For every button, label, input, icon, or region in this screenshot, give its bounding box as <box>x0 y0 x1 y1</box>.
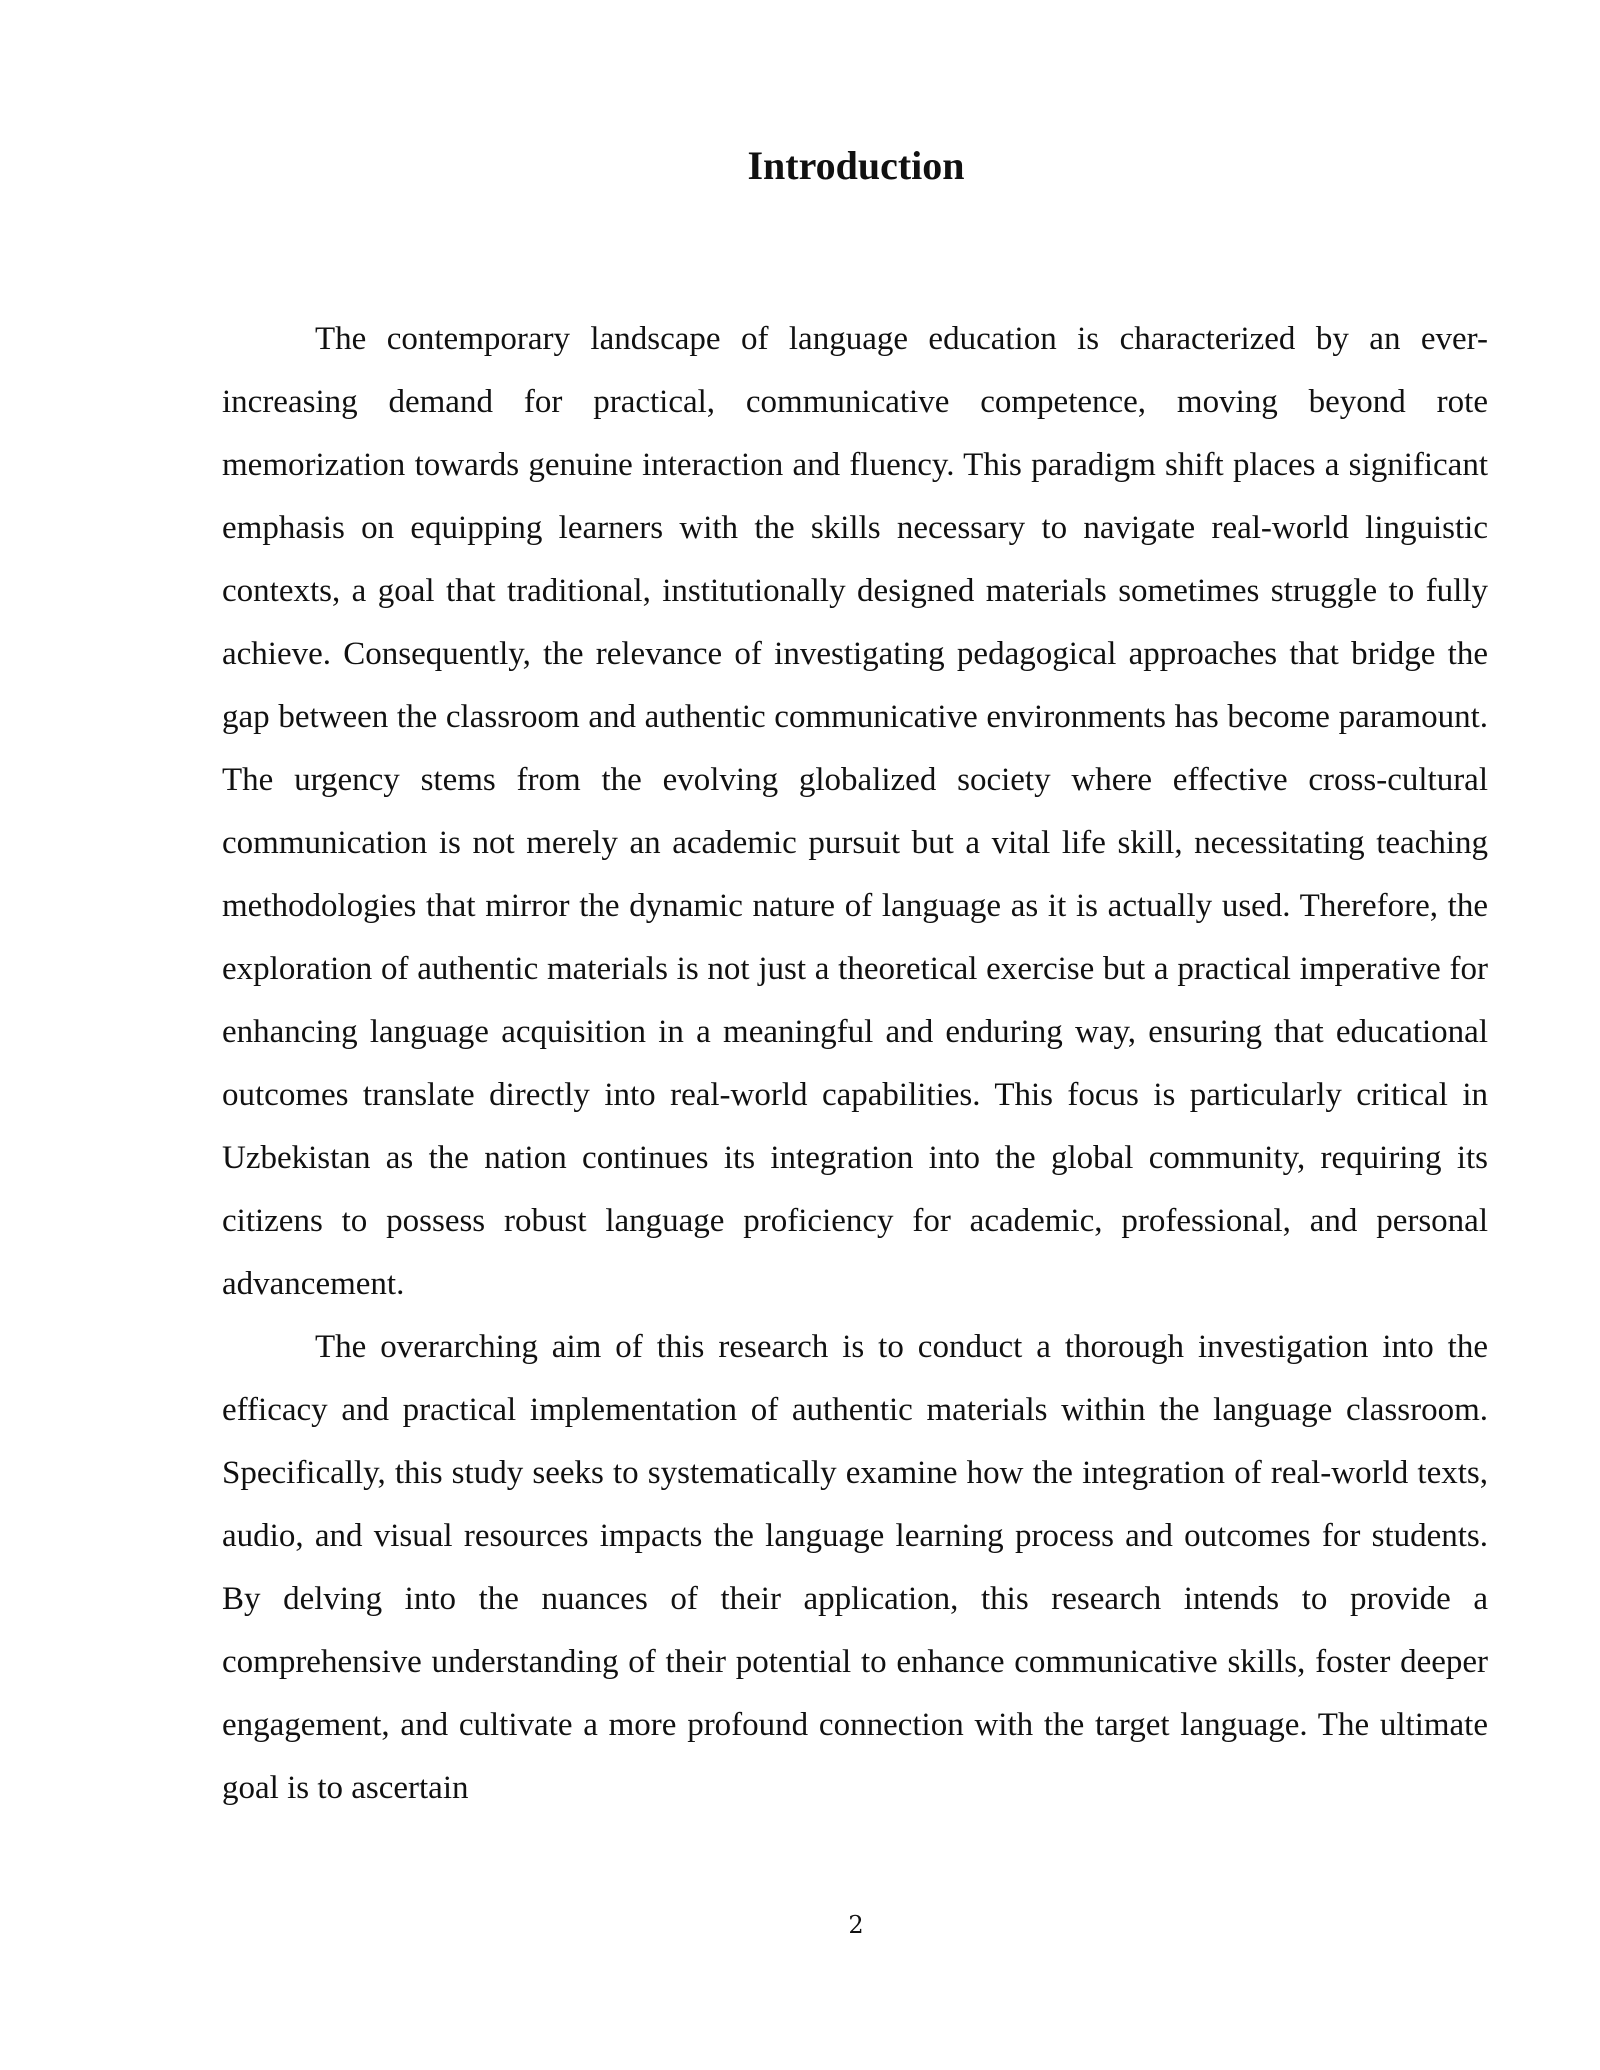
paragraph-aim: The overarching aim of this research is to conduct a thorough investigation into the efficacy and practical implementation of authentic materials within the language classroom. Specifically, this study seeks to systematically examine how the integration of real-world texts, audio, and visual resources impacts the language learning process and outcomes for students. By delving into the nuances of their application, this research intends to provide a comprehensive understanding of their potential to enhance communicative skills, foster deeper engagement, and cultivate a more profound connection with the target language. The ultimate goal is to ascertain <box>222 1329 1488 1806</box>
page-number: 2 <box>848 1911 864 1939</box>
paragraph-relevance: The contemporary landscape of language education is characterized by an ever-increasing demand for practical, communicative competence, moving beyond rote memorization towards genuine interaction and fluency. This paradigm shift places a significant emphasis on equipping learners with the skills necessary to navigate real-world linguistic contexts, a goal that traditional, institutionally designed materials sometimes struggle to fully achieve. Consequently, the relevance of investigating pedagogical approaches that bridge the gap between the classroom and authentic communicative environments has become paramount. The urgency stems from the evolving globalized society where effective cross-cultural communication is not merely an academic pursuit but a vital life skill, necessitating teaching methodologies that mirror the dynamic nature of language as it is actually used. Therefore, the exploration of authentic materials is not just a theoretical exercise but a practical imperative for enhancing language acquisition in a meaningful and enduring way, ensuring that educational outcomes translate directly into real-world capabilities. This focus is particularly critical in Uzbekistan as the nation continues its integration into the global community, requiring its citizens to possess robust language proficiency for academic, professional, and personal advancement. <box>222 321 1488 1302</box>
page-title: Introduction <box>747 143 965 188</box>
body-text <box>222 308 1488 1820</box>
